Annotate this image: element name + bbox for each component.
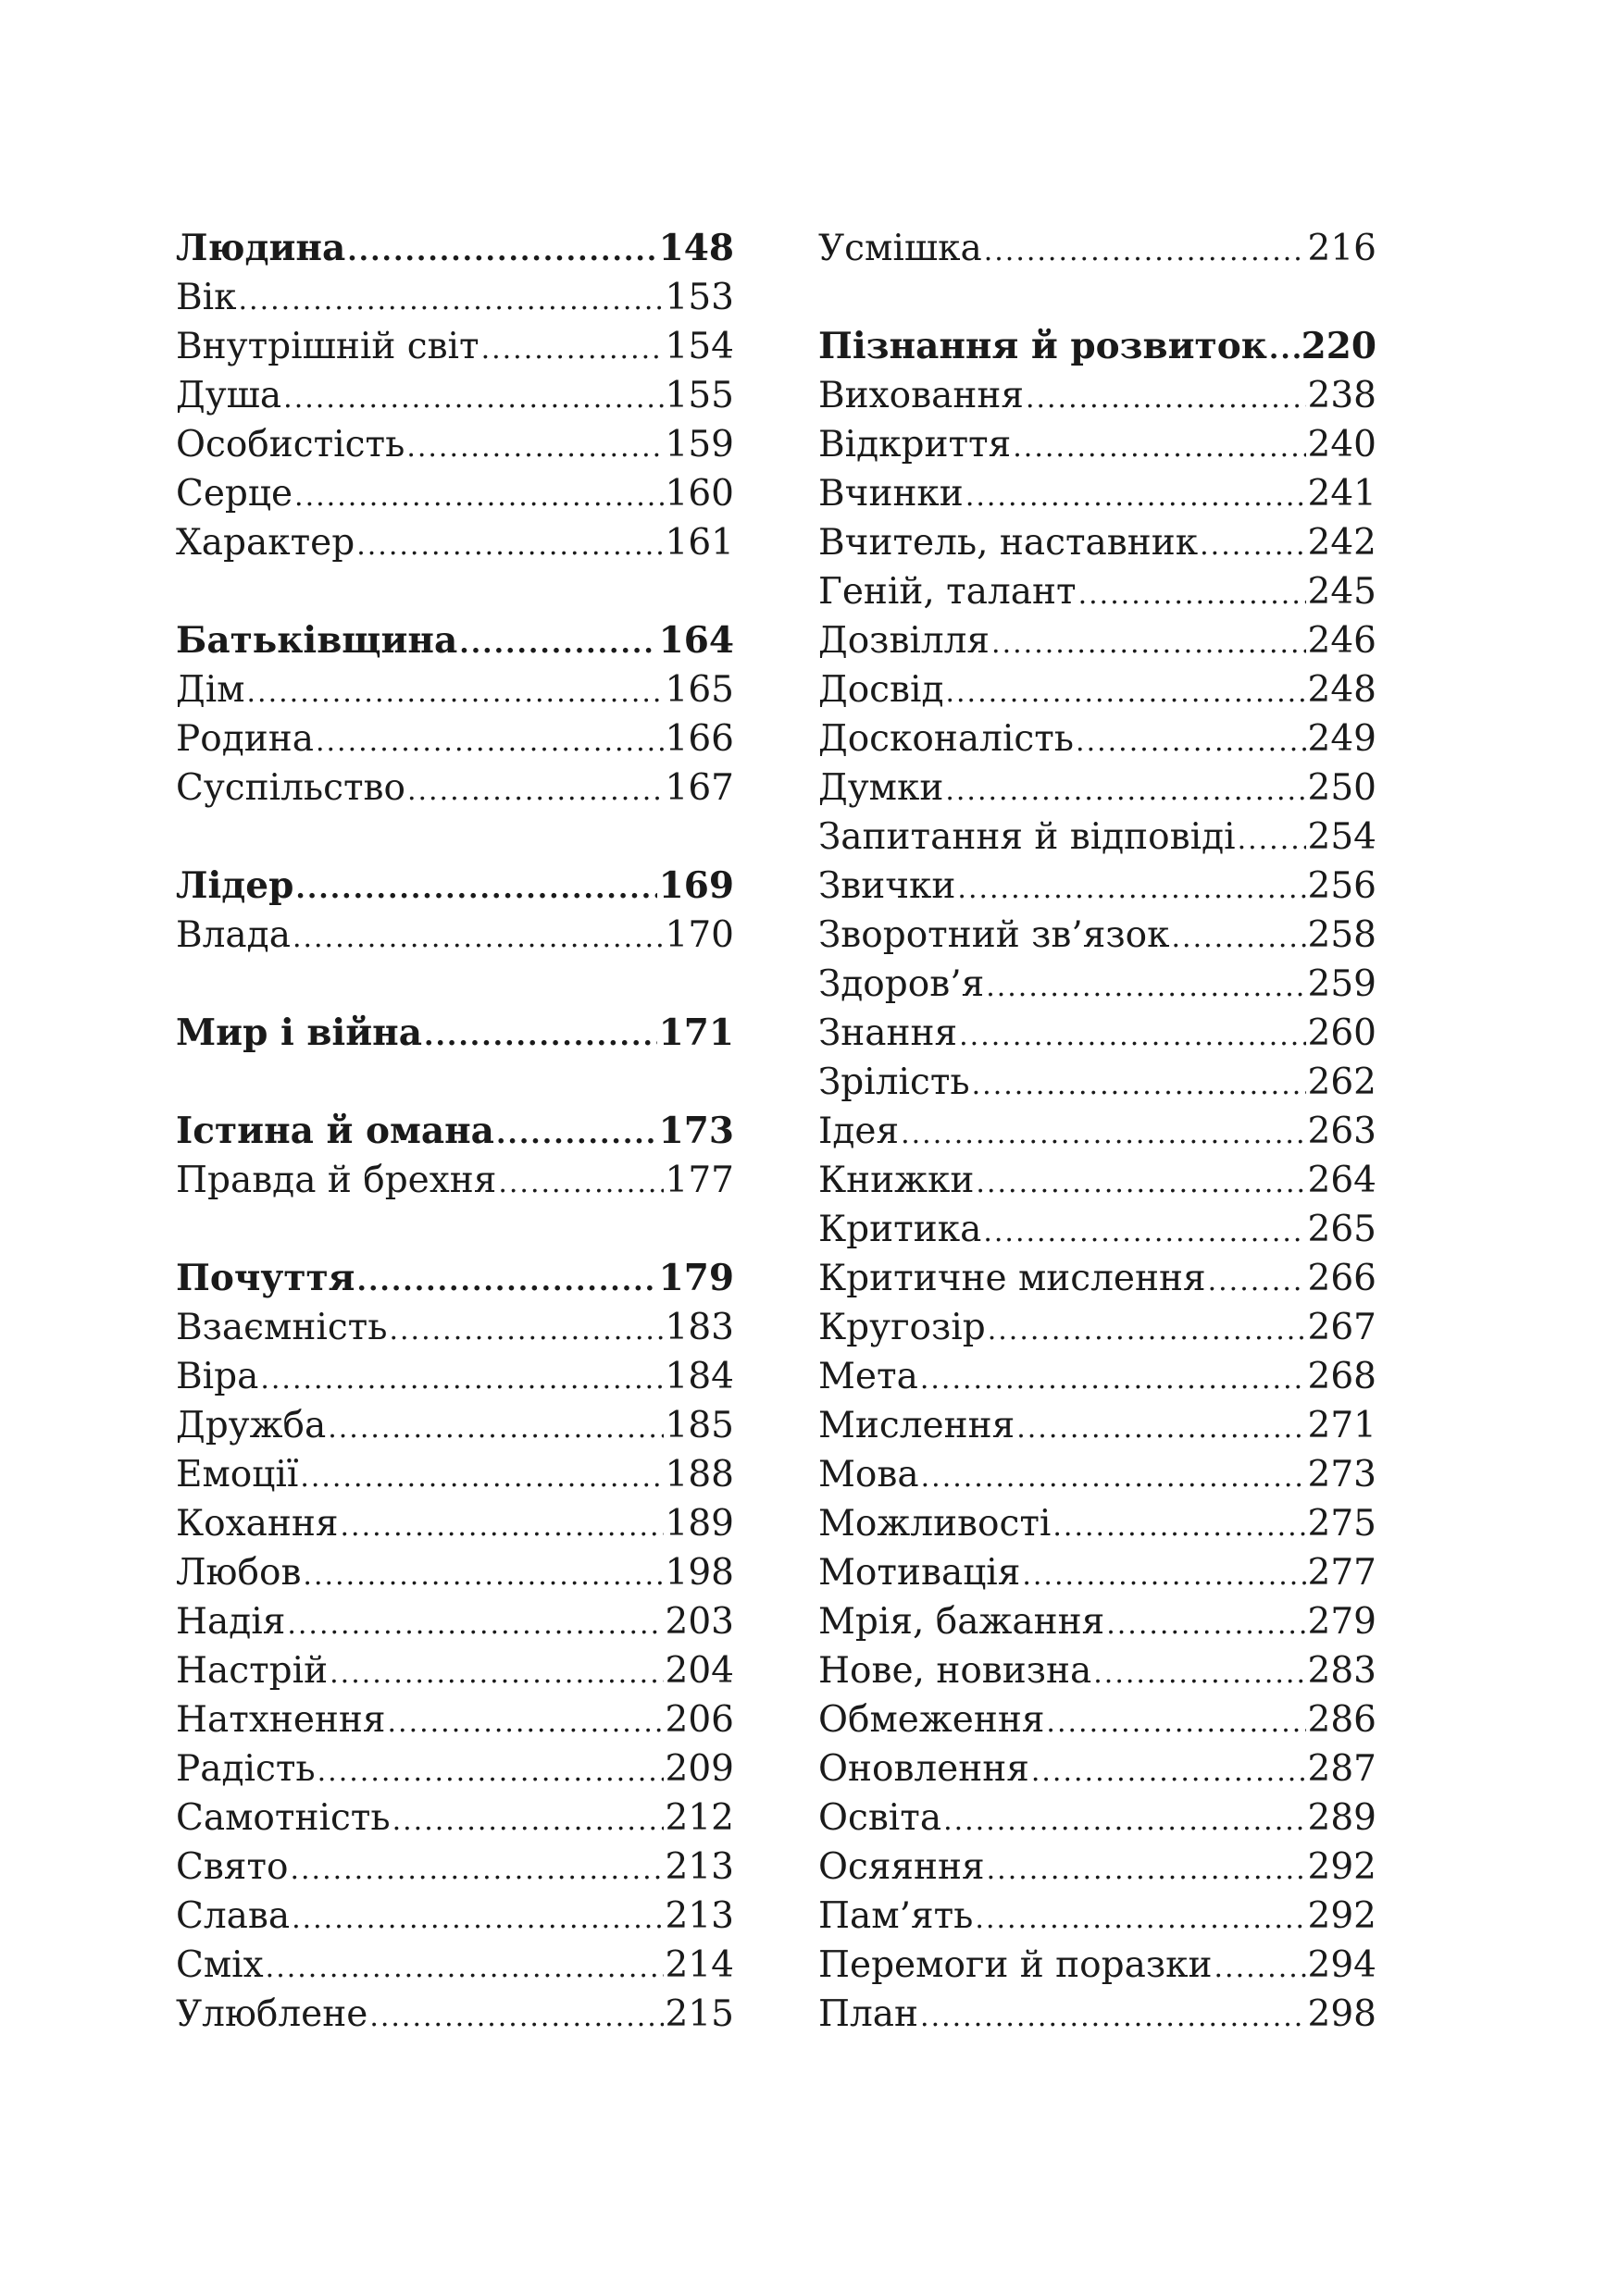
toc-entry-label: Дружба	[176, 1405, 327, 1446]
toc-entry-label: Характер	[176, 522, 355, 564]
toc-entry-label: Кохання	[176, 1503, 339, 1545]
toc-leader-dots	[239, 276, 664, 325]
toc-entry-label: Мир і війна	[176, 1011, 422, 1054]
toc-page-number: 256	[1307, 865, 1376, 907]
toc-page-number: 246	[1307, 620, 1376, 662]
toc-entry[interactable]	[176, 1695, 734, 1744]
toc-page-number: 248	[1307, 669, 1376, 711]
toc-entry-label: Виховання	[818, 375, 1024, 416]
toc-entry[interactable]	[176, 665, 734, 714]
toc-leader-dots	[945, 668, 1305, 717]
toc-leader-dots	[347, 227, 656, 276]
toc-page-number: 260	[1307, 1012, 1376, 1054]
toc-leader-dots	[1238, 815, 1306, 864]
toc-leader-dots	[389, 1306, 663, 1355]
toc-leader-dots	[459, 619, 656, 668]
toc-leader-dots	[357, 1257, 657, 1306]
toc-leader-dots	[1106, 1600, 1305, 1649]
toc-entry[interactable]	[818, 1941, 1376, 1990]
toc-entry[interactable]	[818, 1254, 1376, 1303]
toc-entry-label: Мислення	[818, 1405, 1015, 1446]
toc-page-number: 289	[1307, 1797, 1376, 1839]
toc-page-number: 264	[1307, 1160, 1376, 1201]
toc-section-heading[interactable]	[176, 862, 734, 911]
toc-page-number: 179	[658, 1257, 734, 1299]
toc-entry[interactable]	[818, 420, 1376, 469]
toc-entry-label: Мова	[818, 1454, 919, 1496]
toc-leader-dots	[972, 1061, 1306, 1110]
toc-leader-dots	[965, 472, 1306, 521]
toc-page-number: 250	[1307, 767, 1376, 809]
toc-entry[interactable]	[176, 1401, 734, 1450]
toc-entry-label: Надія	[176, 1601, 286, 1643]
toc-entry-label: Внутрішній світ	[176, 326, 479, 367]
toc-entry-label: Сміх	[176, 1944, 264, 1986]
toc-leader-dots	[295, 864, 656, 913]
toc-leader-dots	[1076, 717, 1306, 766]
toc-page-number: 206	[665, 1699, 734, 1741]
toc-entry-label: Критичне мислення	[818, 1258, 1206, 1299]
toc-page-number: 213	[665, 1846, 734, 1888]
toc-page-number: 292	[1307, 1895, 1376, 1937]
toc-entry-label: Особистість	[176, 424, 405, 465]
toc-entry[interactable]	[176, 322, 734, 371]
toc-entry[interactable]	[818, 1695, 1376, 1744]
toc-page-number: 153	[665, 277, 734, 318]
toc-page-number: 268	[1307, 1356, 1376, 1397]
toc-spacer	[176, 567, 734, 616]
toc-page-number: 214	[665, 1944, 734, 1986]
toc-entry-label: Суспільство	[176, 767, 405, 809]
toc-entry-label: Запитання й відповіді	[818, 816, 1236, 858]
toc-page-number: 203	[665, 1601, 734, 1643]
toc-page-number: 240	[1307, 424, 1376, 465]
toc-entry[interactable]	[818, 1892, 1376, 1941]
toc-leader-dots	[287, 1600, 663, 1649]
toc-entry[interactable]	[818, 1499, 1376, 1548]
toc-page-number: 259	[1307, 963, 1376, 1005]
toc-entry-label: Критика	[818, 1209, 982, 1250]
toc-entry-label: Можливості	[818, 1503, 1052, 1545]
toc-leader-dots	[1022, 1551, 1305, 1600]
toc-page-number: 171	[658, 1011, 734, 1054]
toc-entry-label: Натхнення	[176, 1699, 386, 1741]
toc-entry-label: Зворотний зв’язок	[818, 914, 1170, 956]
toc-entry[interactable]	[818, 1352, 1376, 1401]
toc-leader-dots	[959, 1011, 1305, 1061]
toc-section-heading[interactable]	[176, 1107, 734, 1156]
toc-entry-label: Дім	[176, 669, 245, 711]
toc-leader-dots	[328, 1404, 663, 1453]
toc-entry-label: Нове, новизна	[818, 1650, 1092, 1692]
toc-page-number: 277	[1307, 1552, 1376, 1594]
toc-entry[interactable]	[818, 862, 1376, 911]
toc-entry-label: Правда й брехня	[176, 1160, 497, 1201]
toc-page-number: 254	[1307, 816, 1376, 858]
toc-entry-label: Ідея	[818, 1111, 900, 1152]
toc-entry[interactable]	[818, 1548, 1376, 1597]
toc-page-number: 286	[1307, 1699, 1376, 1741]
toc-entry-label: Взаємність	[176, 1307, 388, 1348]
toc-entry[interactable]	[176, 1548, 734, 1597]
toc-leader-dots	[1269, 325, 1300, 374]
toc-entry[interactable]	[818, 1646, 1376, 1695]
toc-page-number: 213	[665, 1895, 734, 1937]
toc-entry[interactable]	[818, 1107, 1376, 1156]
toc-entry-label: Слава	[176, 1895, 291, 1937]
toc-entry[interactable]	[818, 1401, 1376, 1450]
toc-leader-dots	[1078, 570, 1306, 619]
toc-entry[interactable]	[176, 420, 734, 469]
toc-leader-dots	[369, 1992, 663, 2042]
toc-entry[interactable]	[818, 1597, 1376, 1646]
toc-entry-label: Самотність	[176, 1797, 391, 1839]
toc-spacer	[176, 813, 734, 862]
toc-entry[interactable]	[176, 1156, 734, 1205]
toc-page-number: 283	[1307, 1650, 1376, 1692]
toc-entry-label: Кругозір	[818, 1307, 986, 1348]
toc-leader-dots	[406, 423, 663, 472]
toc-entry[interactable]	[818, 371, 1376, 420]
toc-entry-label: Книжки	[818, 1160, 975, 1201]
toc-entry-label: Любов	[176, 1552, 302, 1594]
toc-leader-dots	[341, 1502, 664, 1551]
toc-leader-dots	[481, 325, 664, 374]
toc-entry-label: Свято	[176, 1846, 289, 1888]
toc-entry[interactable]	[818, 1058, 1376, 1107]
toc-leader-dots	[260, 1355, 663, 1404]
toc-page-number: 165	[665, 669, 734, 711]
toc-leader-dots	[920, 1992, 1306, 2042]
toc-entry[interactable]	[176, 1597, 734, 1646]
toc-entry[interactable]	[176, 1990, 734, 2039]
toc-leader-dots	[318, 1747, 664, 1796]
toc-entry[interactable]	[176, 1499, 734, 1548]
toc-entry-label: Перемоги й поразки	[818, 1944, 1213, 1986]
toc-page-number: 245	[1307, 571, 1376, 613]
toc-leader-dots	[1026, 374, 1306, 423]
toc-leader-dots	[920, 1355, 1306, 1404]
toc-leader-dots	[1013, 423, 1305, 472]
toc-entry[interactable]	[818, 1843, 1376, 1892]
toc-page-number: 173	[658, 1110, 734, 1152]
toc-entry[interactable]	[176, 1892, 734, 1941]
toc-entry[interactable]	[818, 911, 1376, 960]
toc-entry-label: Вік	[176, 277, 237, 318]
toc-entry-label: Звички	[818, 865, 956, 907]
toc-entry-label: Зрілість	[818, 1061, 970, 1103]
toc-entry[interactable]	[176, 1793, 734, 1843]
toc-entry[interactable]	[818, 714, 1376, 763]
toc-page-number: 220	[1301, 325, 1376, 367]
toc-page-number: 265	[1307, 1209, 1376, 1250]
toc-entry-label: Пам’ять	[818, 1895, 974, 1937]
toc-leader-dots	[988, 1306, 1306, 1355]
toc-leader-dots	[293, 913, 664, 962]
toc-page-number: 167	[665, 767, 734, 809]
toc-right-column	[818, 224, 1376, 2039]
toc-entry-label: Знання	[818, 1012, 958, 1054]
toc-entry[interactable]	[818, 469, 1376, 518]
toc-section-heading[interactable]	[176, 1254, 734, 1303]
toc-page-number: 241	[1307, 473, 1376, 515]
toc-left-column	[176, 224, 734, 2039]
toc-leader-dots	[957, 864, 1305, 913]
toc-leader-dots	[945, 766, 1305, 815]
toc-entry-label: Почуття	[176, 1257, 355, 1299]
toc-leader-dots	[1214, 1943, 1306, 1992]
toc-leader-dots	[983, 1208, 1305, 1257]
toc-section-heading[interactable]	[176, 224, 734, 273]
toc-page-number: 275	[1307, 1503, 1376, 1545]
toc-entry[interactable]	[176, 1303, 734, 1352]
toc-entry[interactable]	[818, 1156, 1376, 1205]
toc-entry-label: Здоров’я	[818, 963, 985, 1005]
toc-page-number: 188	[665, 1454, 734, 1496]
toc-leader-dots	[986, 962, 1305, 1011]
toc-leader-dots	[303, 1551, 663, 1600]
toc-leader-dots	[496, 1110, 657, 1159]
toc-entry[interactable]	[818, 224, 1376, 273]
toc-entry[interactable]	[176, 714, 734, 763]
toc-leader-dots	[247, 668, 664, 717]
toc-spacer	[818, 273, 1376, 322]
toc-leader-dots	[356, 521, 663, 570]
toc-entry[interactable]	[176, 273, 734, 322]
toc-entry[interactable]	[818, 1009, 1376, 1058]
toc-entry-label: Обмеження	[818, 1699, 1045, 1741]
toc-entry-label: Віра	[176, 1356, 259, 1397]
toc-entry[interactable]	[176, 1450, 734, 1499]
toc-entry-label: Вчитель, наставник	[818, 522, 1199, 564]
toc-entry[interactable]	[176, 763, 734, 813]
toc-entry[interactable]	[818, 665, 1376, 714]
toc-page-number: 216	[1307, 228, 1376, 269]
toc-leader-dots	[290, 1845, 663, 1894]
toc-entry-label: Оновлення	[818, 1748, 1029, 1790]
toc-leader-dots	[498, 1159, 663, 1208]
toc-entry-label: Досвід	[818, 669, 944, 711]
toc-entry[interactable]	[176, 469, 734, 518]
toc-entry[interactable]	[176, 518, 734, 567]
toc-page-number: 215	[665, 1993, 734, 2035]
toc-entry[interactable]	[818, 1450, 1376, 1499]
toc-entry[interactable]	[818, 813, 1376, 862]
toc-page-number: 238	[1307, 375, 1376, 416]
toc-entry-label: Мотивація	[818, 1552, 1021, 1594]
toc-entry[interactable]	[176, 371, 734, 420]
toc-leader-dots	[266, 1943, 664, 1992]
toc-section-heading[interactable]	[818, 322, 1376, 371]
toc-section-heading[interactable]	[176, 616, 734, 665]
toc-entry-label: Родина	[176, 718, 314, 760]
toc-page-number: 242	[1307, 522, 1376, 564]
toc-leader-dots	[1208, 1257, 1306, 1306]
toc-page-number: 292	[1307, 1846, 1376, 1888]
toc-entry-label: Батьківщина	[176, 619, 458, 662]
toc-leader-dots	[1093, 1649, 1305, 1698]
toc-leader-dots	[1016, 1404, 1305, 1453]
toc-section-heading[interactable]	[176, 1009, 734, 1058]
toc-leader-dots	[292, 1894, 663, 1943]
toc-entry[interactable]	[818, 1744, 1376, 1793]
toc-entry-label: Пізнання й розвиток	[818, 325, 1267, 367]
toc-page-number: 267	[1307, 1307, 1376, 1348]
toc-entry-label: Усмішка	[818, 228, 982, 269]
toc-entry-label: Геній, талант	[818, 571, 1077, 613]
toc-entry[interactable]	[818, 1303, 1376, 1352]
toc-leader-dots	[991, 619, 1306, 668]
toc-page-number: 287	[1307, 1748, 1376, 1790]
toc-entry-label: Влада	[176, 914, 291, 956]
toc-page-number: 154	[665, 326, 734, 367]
toc-page-number: 184	[665, 1356, 734, 1397]
toc-spacer	[176, 960, 734, 1009]
toc-leader-dots	[1031, 1747, 1306, 1796]
toc-entry-label: Відкриття	[818, 424, 1012, 465]
toc-spacer	[176, 1058, 734, 1107]
toc-page-number: 249	[1307, 718, 1376, 760]
toc-entry-label: Улюблене	[176, 1993, 368, 2035]
toc-leader-dots	[283, 374, 663, 423]
toc-leader-dots	[975, 1894, 1305, 1943]
toc-page-number: 258	[1307, 914, 1376, 956]
toc-spacer	[176, 1205, 734, 1254]
toc-page-number: 185	[665, 1405, 734, 1446]
toc-entry[interactable]	[818, 616, 1376, 665]
toc-entry[interactable]	[818, 567, 1376, 616]
toc-entry[interactable]	[176, 1843, 734, 1892]
toc-page-number: 263	[1307, 1111, 1376, 1152]
toc-page-number: 204	[665, 1650, 734, 1692]
toc-page-number: 273	[1307, 1454, 1376, 1496]
toc-entry[interactable]	[176, 1744, 734, 1793]
toc-leader-dots	[294, 472, 664, 521]
toc-leader-dots	[987, 1845, 1306, 1894]
toc-entry-label: Людина	[176, 227, 346, 269]
toc-page-number: 164	[658, 619, 734, 662]
toc-leader-dots	[300, 1453, 663, 1502]
toc-entry[interactable]	[176, 911, 734, 960]
toc-entry[interactable]	[176, 1941, 734, 1990]
toc-leader-dots	[388, 1698, 664, 1747]
toc-entry[interactable]	[818, 763, 1376, 813]
toc-entry-label: Осяяння	[818, 1846, 985, 1888]
toc-page-number: 271	[1307, 1405, 1376, 1446]
toc-page-number: 177	[665, 1160, 734, 1201]
toc-entry-label: План	[818, 1993, 919, 2035]
toc-page-number: 266	[1307, 1258, 1376, 1299]
toc-page-number: 159	[665, 424, 734, 465]
toc-leader-dots	[976, 1159, 1305, 1208]
toc-entry-label: Мрія, бажання	[818, 1601, 1105, 1643]
toc-page-number: 294	[1307, 1944, 1376, 1986]
toc-entry-label: Думки	[818, 767, 944, 809]
toc-page-number: 161	[665, 522, 734, 564]
toc-page-number: 298	[1307, 1993, 1376, 2035]
toc-entry[interactable]	[818, 1205, 1376, 1254]
toc-entry[interactable]	[818, 518, 1376, 567]
toc-page-number: 155	[665, 375, 734, 416]
toc-page-number: 166	[665, 718, 734, 760]
toc-entry-label: Досконалість	[818, 718, 1075, 760]
toc-page-number: 262	[1307, 1061, 1376, 1103]
toc-entry-label: Істина й омана	[176, 1110, 494, 1152]
toc-entry-label: Мета	[818, 1356, 918, 1397]
toc-leader-dots	[424, 1011, 657, 1061]
toc-page-number: 209	[665, 1748, 734, 1790]
toc-entry-label: Освіта	[818, 1797, 942, 1839]
toc-entry[interactable]	[818, 1990, 1376, 2039]
toc-page-number: 148	[658, 227, 734, 269]
toc-entry-label: Емоції	[176, 1454, 299, 1496]
toc-entry-label: Лідер	[176, 864, 294, 907]
toc-leader-dots	[984, 227, 1306, 276]
toc-leader-dots	[316, 717, 664, 766]
toc-entry[interactable]	[818, 960, 1376, 1009]
toc-entry[interactable]	[818, 1793, 1376, 1843]
toc-page-number: 183	[665, 1307, 734, 1348]
toc-page-number: 160	[665, 473, 734, 515]
toc-leader-dots	[407, 766, 664, 815]
toc-entry[interactable]	[176, 1646, 734, 1695]
toc-page-number: 189	[665, 1503, 734, 1545]
toc-entry-label: Дозвілля	[818, 620, 990, 662]
toc-leader-dots	[1200, 521, 1305, 570]
toc-entry-label: Серце	[176, 473, 293, 515]
toc-page-number: 212	[665, 1797, 734, 1839]
toc-entry-label: Вчинки	[818, 473, 964, 515]
toc-entry-label: Душа	[176, 375, 282, 416]
toc-leader-dots	[901, 1110, 1305, 1159]
toc-leader-dots	[392, 1796, 664, 1845]
toc-entry-label: Радість	[176, 1748, 316, 1790]
toc-page-number: 170	[665, 914, 734, 956]
toc-page-number: 169	[658, 864, 734, 907]
toc-entry[interactable]	[176, 1352, 734, 1401]
toc-leader-dots	[330, 1649, 663, 1698]
toc-leader-dots	[1052, 1502, 1305, 1551]
toc-page-number: 279	[1307, 1601, 1376, 1643]
toc-leader-dots	[1046, 1698, 1305, 1747]
toc-leader-dots	[1172, 913, 1306, 962]
toc-leader-dots	[921, 1453, 1306, 1502]
toc-page-number: 198	[665, 1552, 734, 1594]
toc-leader-dots	[943, 1796, 1305, 1845]
toc-entry-label: Настрій	[176, 1650, 329, 1692]
